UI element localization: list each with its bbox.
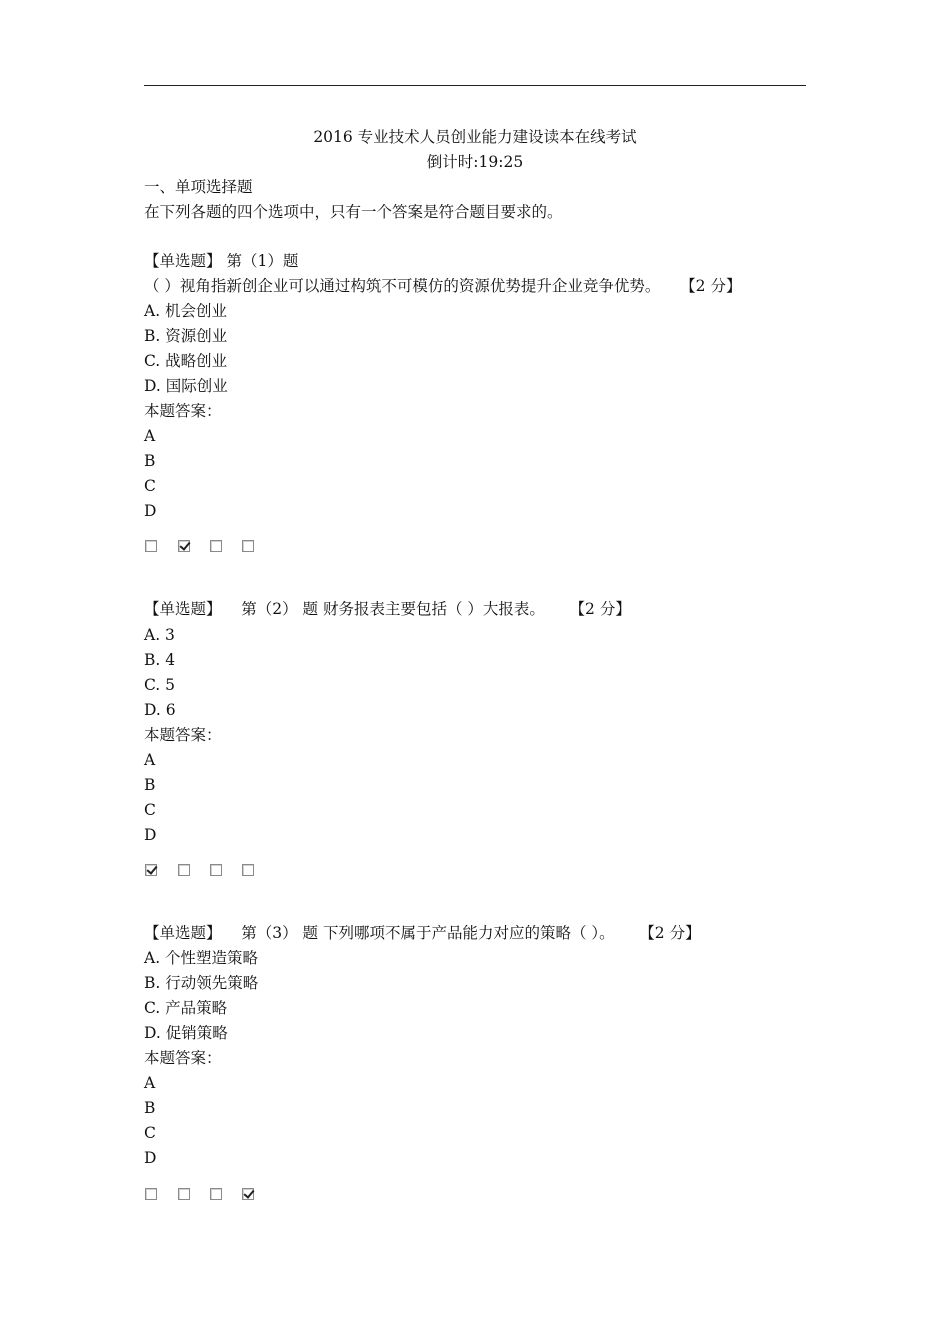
option-a: A. 个性塑造策略	[144, 949, 259, 967]
option-a: A. 机会创业	[144, 302, 228, 320]
answer-choice-d: D	[144, 826, 157, 844]
question-number: 第（2） 题	[241, 600, 319, 618]
question-type-label: 【单选题】	[144, 600, 222, 618]
question-1-header	[144, 249, 808, 299]
answer-choice-c: C	[144, 477, 156, 495]
header-rule	[144, 85, 806, 86]
question-type-label: 【单选题】	[144, 924, 222, 942]
answer-checkbox-b[interactable]	[178, 864, 190, 876]
answer-choice-b: B	[144, 452, 156, 470]
option-d: D. 6	[144, 701, 176, 719]
option-d: D. 促销策略	[144, 1024, 228, 1042]
answer-checkbox-a[interactable]	[145, 540, 157, 552]
question-type-label: 【单选题】	[144, 252, 222, 270]
option-d: D. 国际创业	[144, 377, 228, 395]
answer-label: 本题答案：	[144, 1049, 222, 1067]
answer-choice-a: A	[144, 751, 156, 769]
section-instruction: 在下列各题的四个选项中，只有一个答案是符合题目要求的。	[144, 203, 563, 221]
answer-label: 本题答案：	[144, 402, 222, 420]
answer-checkbox-a[interactable]	[145, 864, 157, 876]
option-a: A. 3	[144, 626, 175, 644]
check-icon	[146, 863, 157, 875]
option-c: C. 战略创业	[144, 352, 228, 370]
answer-choice-b: B	[144, 776, 156, 794]
answer-checkbox-b[interactable]	[178, 540, 190, 552]
option-c: C. 5	[144, 676, 176, 694]
answer-label: 本题答案：	[144, 726, 222, 744]
question-number: 第（1）题	[226, 252, 299, 270]
question-text: 下列哪项不属于产品能力对应的策略（ ）。	[322, 924, 615, 942]
question-text: 财务报表主要包括（ ）大报表。	[322, 600, 545, 618]
option-c: C. 产品策略	[144, 999, 228, 1017]
answer-checkbox-row	[145, 1188, 275, 1202]
countdown-timer: 倒计时:19:25	[426, 153, 524, 171]
question-number: 第（3） 题	[241, 924, 319, 942]
question-3-header	[144, 921, 808, 946]
option-b: B. 4	[144, 651, 176, 669]
answer-checkbox-c[interactable]	[210, 864, 222, 876]
answer-choice-a: A	[144, 427, 156, 445]
answer-choice-a: A	[144, 1074, 156, 1092]
exam-title: 2016 专业技术人员创业能力建设读本在线考试	[313, 128, 637, 146]
section-title: 一、单项选择题	[144, 178, 253, 196]
check-icon	[179, 539, 190, 551]
question-text: （ ）视角指新创企业可以通过构筑不可模仿的资源优势提升企业竞争优势。	[144, 277, 661, 295]
question-score: 【2 分】	[639, 924, 701, 942]
answer-choice-c: C	[144, 801, 156, 819]
option-b: B. 资源创业	[144, 327, 228, 345]
answer-checkbox-d[interactable]	[242, 540, 254, 552]
answer-checkbox-b[interactable]	[178, 1188, 190, 1200]
answer-checkbox-c[interactable]	[210, 540, 222, 552]
answer-checkbox-d[interactable]	[242, 864, 254, 876]
answer-choice-b: B	[144, 1099, 156, 1117]
answer-choice-c: C	[144, 1124, 156, 1142]
option-b: B. 行动领先策略	[144, 974, 259, 992]
answer-checkbox-row	[145, 540, 275, 554]
answer-checkbox-a[interactable]	[145, 1188, 157, 1200]
question-score: 【2 分】	[569, 600, 631, 618]
answer-choice-d: D	[144, 1149, 157, 1167]
answer-choice-d: D	[144, 502, 157, 520]
answer-checkbox-c[interactable]	[210, 1188, 222, 1200]
question-2-header	[144, 597, 808, 622]
check-icon	[243, 1187, 254, 1199]
answer-checkbox-d[interactable]	[242, 1188, 254, 1200]
answer-checkbox-row	[145, 864, 275, 878]
question-score: 【2 分】	[680, 277, 742, 295]
